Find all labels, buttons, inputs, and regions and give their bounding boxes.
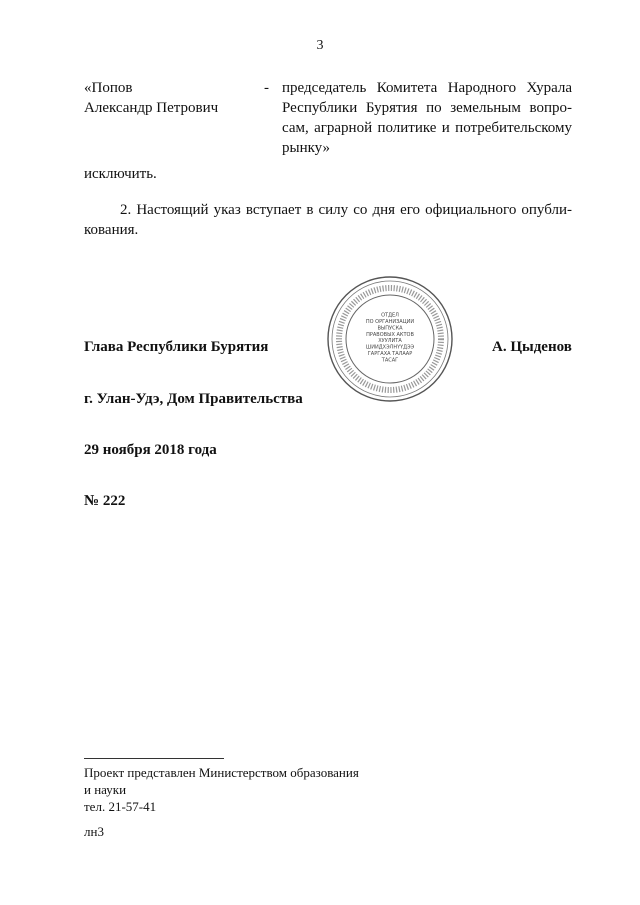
seal-text-line: ТАСАГ	[381, 357, 399, 364]
footer-line2: и науки	[84, 782, 127, 797]
entry-position-line4: рынку»	[282, 140, 331, 156]
entry-position-line3: сам, аграрной политике и потребительскому	[282, 120, 572, 136]
exclude-text: исключить.	[84, 166, 157, 182]
footer-line1: Проект представлен Министерством образования	[84, 765, 359, 780]
footer-code: лн3	[84, 824, 104, 839]
seal-text-line: ПРАВОВЫХ АКТОВ	[366, 331, 414, 338]
date: 29 ноября 2018 года	[84, 442, 217, 458]
place: г. Улан-Удэ, Дом Правительства	[84, 391, 303, 407]
entry-name-line2: Александр Петрович	[84, 100, 219, 116]
entry-name-line1: «Попов	[84, 80, 133, 96]
seal-text-line: ХУУЛИТА	[378, 338, 402, 345]
seal-text-line: ГАРГАХА ТАЛААР	[367, 351, 413, 357]
official-seal	[325, 274, 455, 404]
seal-text-line: ВЫПУСКА	[377, 325, 403, 332]
page-number: 3	[316, 38, 324, 53]
footer-divider	[84, 758, 224, 759]
entry-position-line2: Республики Бурятия по земельным вопро-	[282, 100, 572, 116]
entry-dash: -	[264, 80, 269, 96]
footer-phone: тел. 21-57-41	[84, 799, 157, 814]
entry-position-line1: председатель Комитета Народного Хурала	[282, 80, 572, 96]
document-number: № 222	[84, 493, 126, 509]
seal-text-line: ШИИДХЭЛНҮҮДЭЭ	[365, 344, 415, 351]
seal-text-line: ОТДЕЛ	[381, 312, 399, 319]
signature-title: Глава Республики Бурятия	[84, 339, 269, 355]
clause-2-line1: 2. Настоящий указ вступает в силу со дня его официального опубли-	[120, 202, 572, 218]
seal-text-line: ПО ОРГАНИЗАЦИИ	[365, 319, 415, 325]
signature-name: А. Цыденов	[492, 339, 572, 355]
clause-2-line2: кования.	[84, 222, 139, 238]
